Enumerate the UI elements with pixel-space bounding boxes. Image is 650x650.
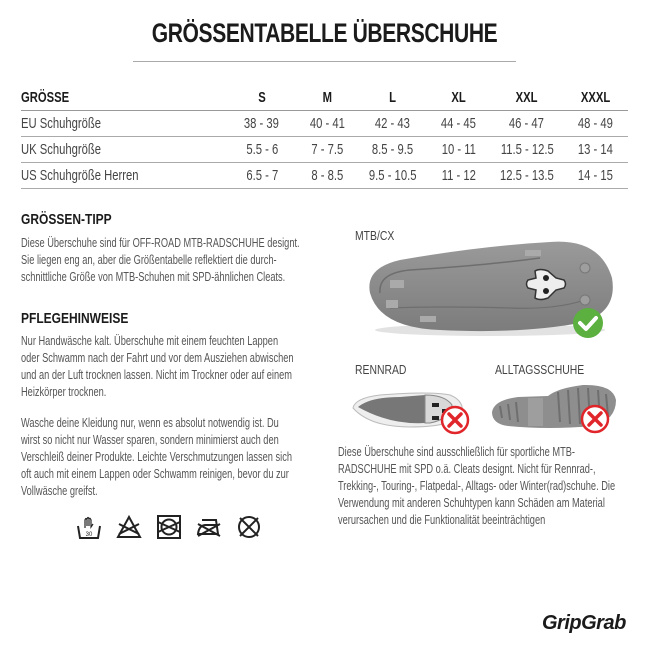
- row-label: UK Schuhgröße: [21, 137, 229, 163]
- table-cell: 6.5 - 7: [229, 163, 294, 189]
- text-line: Vollwäsche greifst.: [21, 484, 98, 498]
- title-divider: [133, 61, 516, 62]
- size-header-s: S: [229, 84, 294, 111]
- table-row: [21, 111, 628, 137]
- text-line: Nur Handwäsche kalt. Überschuhe mit einem feuchten Lappen: [21, 334, 279, 348]
- size-header-m: M: [294, 84, 359, 111]
- table-cell: 14 - 15: [563, 163, 628, 189]
- page-title: GRÖSSENTABELLE ÜBERSCHUHE: [152, 18, 498, 48]
- table-cell: 44 - 45: [426, 111, 491, 137]
- size-header-label: GRÖSSE: [21, 84, 229, 111]
- size-tip-heading: GRÖSSEN-TIPP: [21, 211, 112, 228]
- size-header-l: L: [360, 84, 426, 111]
- table-cell: 11 - 12: [426, 163, 491, 189]
- text-line: oft auch mit einem Lappen oder Schwamm reinigen, bevor du zur: [21, 467, 289, 481]
- brand-logo: GripGrab: [542, 612, 626, 634]
- hand-wash-30-icon: [76, 514, 102, 540]
- cross-icon: [580, 404, 610, 434]
- casual-label: ALLTAGSSCHUHE: [495, 362, 585, 377]
- table-row: [21, 137, 628, 163]
- no-dry-clean-icon: [236, 514, 262, 540]
- no-tumble-dry-icon: [156, 514, 182, 540]
- table-cell: 42 - 43: [360, 111, 426, 137]
- text-line: Sie liegen eng an, aber die Größentabelle reflektiert die durch-: [21, 253, 277, 267]
- table-cell: 12.5 - 13.5: [491, 163, 563, 189]
- size-header-xl: XL: [426, 84, 491, 111]
- text-line: oder Schwamm nach der Fahrt und vor dem Ausziehen abwischen: [21, 351, 294, 365]
- cross-icon: [440, 405, 470, 435]
- table-header-row: [21, 84, 628, 111]
- care-heading: PFLEGEHINWEISE: [21, 310, 129, 327]
- text-line: verursachen und die Funktionalität beeinträchtigen: [338, 513, 546, 527]
- table-cell: 8 - 8.5: [294, 163, 359, 189]
- table-cell: 7 - 7.5: [294, 137, 359, 163]
- table-cell: 46 - 47: [491, 111, 563, 137]
- table-cell: 9.5 - 10.5: [360, 163, 426, 189]
- table-cell: 5.5 - 6: [229, 137, 294, 163]
- text-line: wirst so nicht nur Wasser sparen, sondern minimierst auch den: [21, 433, 279, 447]
- text-line: Heizkörper trocknen.: [21, 385, 107, 399]
- road-label: RENNRAD: [355, 362, 407, 377]
- row-label: EU Schuhgröße: [21, 111, 229, 137]
- shoe-compatibility-disclaimer: [338, 444, 650, 529]
- text-line: Verschleiß deiner Produkte. Leichte Verschmutzungen lassen sich: [21, 450, 292, 464]
- no-bleach-icon: [116, 514, 142, 540]
- table-cell: 40 - 41: [294, 111, 359, 137]
- row-label: US Schuhgröße Herren: [21, 163, 229, 189]
- check-icon: [572, 307, 604, 339]
- text-line: Diese Überschuhe sind ausschließlich für sportliche MTB-: [338, 445, 575, 459]
- text-line: RADSCHUHE mit SPD o.ä. Cleats designt. Nicht für Rennrad-,: [338, 462, 596, 476]
- size-table: [21, 84, 628, 189]
- care-symbols: [76, 514, 262, 540]
- table-cell: 48 - 49: [563, 111, 628, 137]
- text-line: Wasche deine Kleidung nur, wenn es absolut notwendig ist. Du: [21, 416, 279, 430]
- table-cell: 8.5 - 9.5: [360, 137, 426, 163]
- text-line: Trekking-, Touring-, Flatpedal-, Alltags- oder Winter(rad)schuhe. Die: [338, 479, 616, 493]
- table-cell: 11.5 - 12.5: [491, 137, 563, 163]
- svg-text:30: 30: [85, 532, 93, 538]
- text-line: und an der Luft trocknen lassen. Nicht im Trockner oder auf einem: [21, 368, 292, 382]
- text-line: Verwendung mit anderen Schuhtypen kann Schäden am Material: [338, 496, 605, 510]
- size-header-xxxl: XXXL: [563, 84, 628, 111]
- table-cell: 13 - 14: [563, 137, 628, 163]
- text-line: schnittliche Größe von MTB-Schuhen mit SPD-ähnlichen Cleats.: [21, 270, 286, 284]
- size-header-xxl: XXL: [491, 84, 563, 111]
- text-line: Diese Überschuhe sind für OFF-ROAD MTB-RADSCHUHE designt.: [21, 236, 300, 250]
- mtb-label: MTB/CX: [355, 228, 395, 243]
- table-row: [21, 163, 628, 189]
- table-cell: 10 - 11: [426, 137, 491, 163]
- no-iron-icon: [196, 514, 222, 540]
- table-cell: 38 - 39: [229, 111, 294, 137]
